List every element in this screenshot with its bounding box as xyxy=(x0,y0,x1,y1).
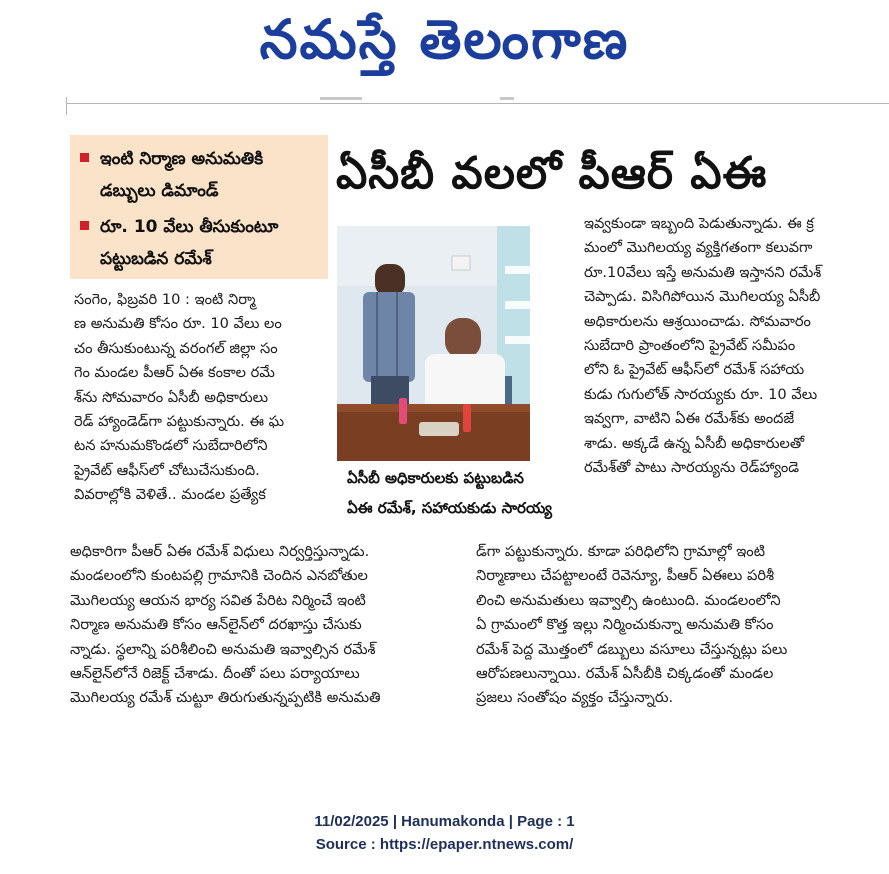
article-line: శ్‌ను సోమవారం ఏసీబీ అధికారులు xyxy=(74,388,269,406)
article-line: కుడు గుగులోత్ సారయ్యకు రూ. 10 వేలు xyxy=(584,385,818,403)
photo-illustration xyxy=(337,226,530,461)
article-line: ఇవ్వగా, వాటిని ఏఈ రమేశ్‌కు అందజే xyxy=(584,410,795,428)
article-line: రమేశ్‌తో పాటు సారయ్యను రెడ్‌హ్యాండె xyxy=(584,459,800,477)
article-line: శాడు. అక్కడే ఉన్న ఏసీబీ అధికారులతో xyxy=(584,434,805,452)
article-line: లోని ఓ ప్రైవేట్ ఆఫీస్‌లో రమేశ్ సహాయ xyxy=(584,361,805,379)
article-line: రమేశ్ పెద్ద మొత్తంలో డబ్బులు వసూలు చేస్తున్నట్లు పలు xyxy=(476,640,788,658)
article-line: అధికారిగా పీఆర్ ఏఈ రమేశ్ విధులు నిర్వర్తిస్తున్నాడు. xyxy=(70,543,370,560)
article-line: చం తీసుకుంటున్న వరంగల్ జిల్లా సం xyxy=(74,339,278,357)
footer-edition-info: 11/02/2025 | Hanumakonda | Page : 1 xyxy=(314,813,575,830)
article-line: ప్రైవేట్ ఆఫీస్‌లో చోటుచేసుకుంది. xyxy=(74,461,260,479)
masthead-title: నమస్తే తెలంగాణ xyxy=(259,7,630,71)
article-line: న్నాడు. స్థలాన్ని పరిశీలించి అనుమతి ఇవ్వాల్సిన రమేశ్ xyxy=(70,640,376,658)
footer-source: Source : https://epaper.ntnews.com/ xyxy=(315,836,574,853)
page-marker xyxy=(320,97,362,100)
bullet-icon xyxy=(80,221,89,230)
article-line: గెం మండల పీఆర్ ఏఈ కంకాల రమే xyxy=(74,364,275,382)
article-line: లించి అనుమతులు ఇవ్వాల్సి ఉంటుంది. మండలంలోని xyxy=(476,591,781,609)
article-line: మొగిలయ్య రమేశ్ చుట్టూ తిరుగుతున్నప్పటికి అనుమతి xyxy=(70,689,381,707)
article-column-2 xyxy=(584,212,882,480)
headline: ఏసీబీ వలలో పీఆర్ ఏఈ xyxy=(336,148,768,199)
highlights-box xyxy=(70,135,328,279)
highlight-2-line1: రూ. 10 వేలు తీసుకుంటూ xyxy=(100,217,279,237)
article-line: మొగిలయ్య ఆయన భార్య సవిత పేరిట నిర్మించే ఇంటి xyxy=(70,591,366,609)
article-line: మంలో మొగిలయ్య వ్యక్తిగతంగా కలువగా xyxy=(584,239,813,257)
page-rule-top xyxy=(66,103,889,104)
article-line: ణ అనుమతి కోసం రూ. 10 వేలు లం xyxy=(74,315,282,333)
article-line: ఆన్‌లైన్‌లోనే రిజెక్ట్ చేశాడు. దీంతో పలు పర్యాయాలు xyxy=(70,665,360,683)
page-rule-left xyxy=(66,97,67,115)
article-line: టన హనుమకొండలో సుబేదారిలోని xyxy=(74,437,268,455)
article-line: ప్రజలు సంతోషం వ్యక్తం చేస్తున్నారు. xyxy=(476,689,674,707)
article-line: సంగెం, ఫిబ్రవరి 10 : ఇంటి నిర్మా xyxy=(74,291,256,308)
article-column-1 xyxy=(74,288,330,508)
page-marker xyxy=(500,97,514,100)
article-line: అధికారులను ఆశ్రయించాడు. సోమవారం xyxy=(584,312,811,330)
news-photo xyxy=(337,226,530,461)
photo-caption xyxy=(337,462,577,524)
article-line: సుబేదారి ప్రాంతంలోని ప్రైవేట్ సమీపం xyxy=(584,337,796,355)
article-line: రెడ్ హ్యాండెడ్‌గా పట్టుకున్నారు. ఈ ఘ xyxy=(74,413,285,431)
article-line: ఆరోపణలున్నాయి. రమేశ్ ఏసీబీకి చిక్కడంతో మండల xyxy=(476,665,774,683)
article-line: వివరాల్లోకి వెళితే.. మండల ప్రత్యేక xyxy=(74,486,266,504)
article-line: నిర్మాణ అనుమతి కోసం ఆన్‌లైన్‌లో దరఖాస్తు చేసుకు xyxy=(70,616,362,634)
bullet-icon xyxy=(80,153,89,162)
article-line: ఇవ్వకుండా ఇబ్బంది పెడుతున్నాడు. ఈ క్ర xyxy=(584,215,814,232)
article-line: నిర్మాణాలు చేపట్టాలంటే రెవెన్యూ, పీఆర్ ఏఈలు పరిశీ xyxy=(476,567,775,585)
article-line: డ్‌గా పట్టుకున్నారు. కూడా పరిధిలోని గ్రామాల్లో ఇంటి xyxy=(476,543,765,560)
article-column-1-lower xyxy=(70,540,454,711)
highlight-1-line1: ఇంటి నిర్మాణ అనుమతికి xyxy=(100,149,264,169)
caption-line2: ఏఈ రమేశ్, సహాయకుడు సారయ్య xyxy=(347,499,552,517)
highlight-1-line2: డబ్బులు డిమాండ్ xyxy=(100,181,219,201)
article-line: ఏ గ్రామంలో కొత్త ఇల్లు నిర్మించుకున్నా అనుమతి కోసం xyxy=(476,616,774,634)
article-line: మండలంలోని కుంటపల్లి గ్రామానికి చెందిన ఎనబోతుల xyxy=(70,567,368,585)
caption-line1: ఏసీబీ అధికారులకు పట్టుబడిన xyxy=(347,469,524,487)
article-line: చెప్పాడు. విసిగిపోయిన మొగిలయ్య ఏసీబీ xyxy=(584,288,821,306)
article-column-2-lower xyxy=(476,540,882,711)
highlight-2-line2: పట్టుబడిన రమేశ్ xyxy=(100,249,212,269)
article-line: రూ.10వేలు ఇస్తే అనుమతి ఇస్తానని రమేశ్ xyxy=(584,263,822,281)
